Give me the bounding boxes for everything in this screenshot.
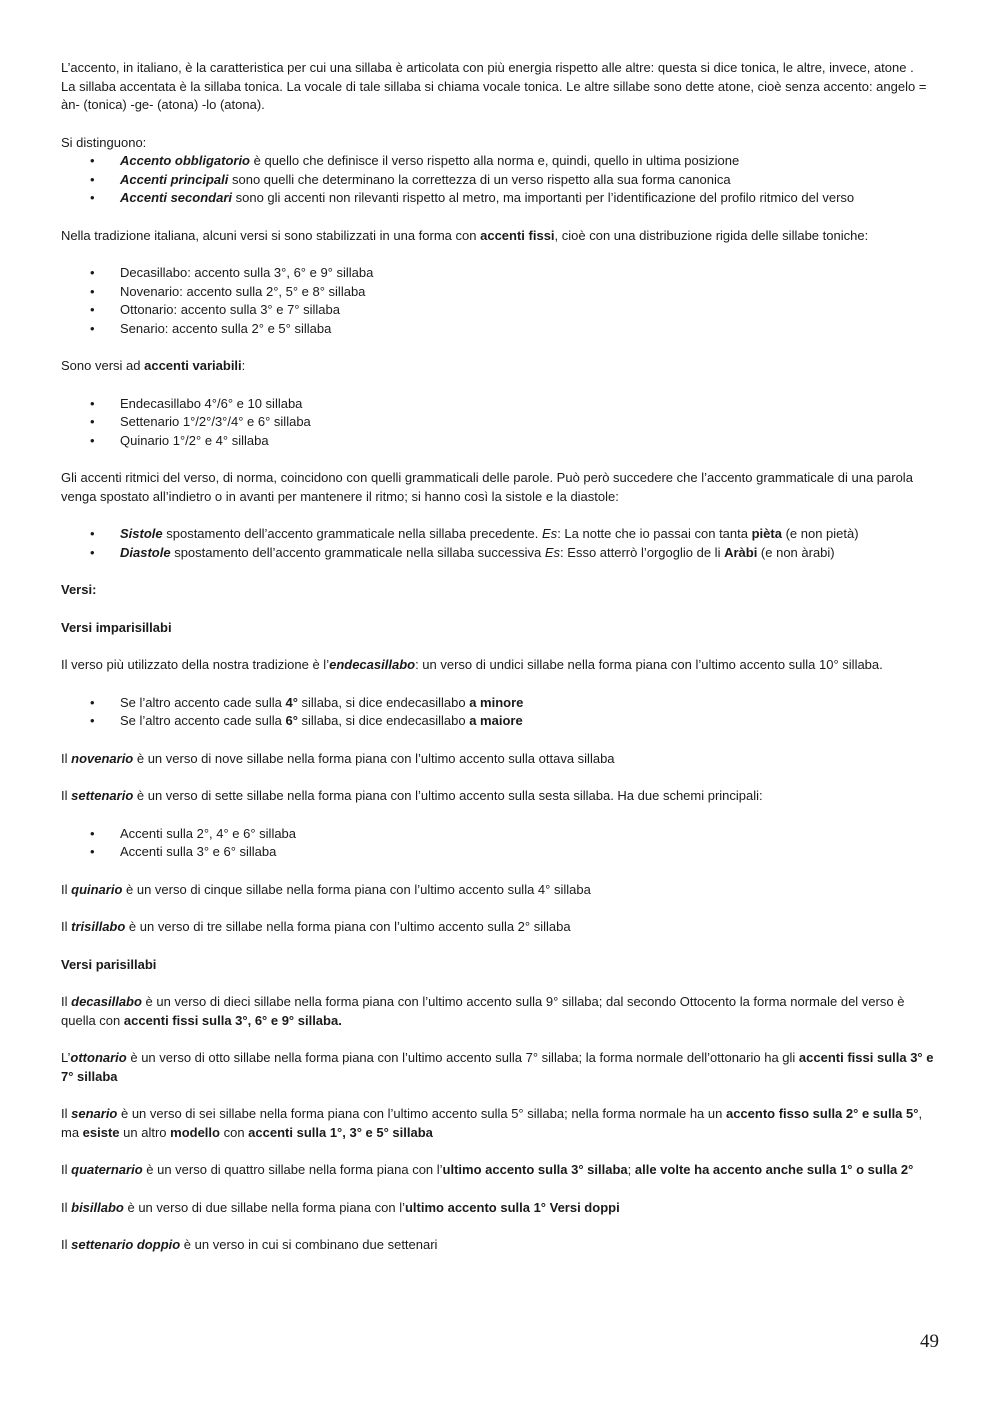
text: : La notte che io passai con tanta bbox=[557, 526, 752, 541]
list-item: • Ottonario: accento sulla 3° e 7° sillaba bbox=[61, 301, 940, 320]
paragraph bbox=[61, 881, 940, 900]
bold-text: ultimo accento sulla 3° sillaba bbox=[442, 1162, 628, 1177]
list-item: • Quinario 1°/2° e 4° sillaba bbox=[61, 432, 940, 451]
list-item: • Accenti sulla 3° e 6° sillaba bbox=[61, 843, 940, 862]
text: sillaba, si dice endecasillabo bbox=[297, 694, 470, 710]
bullet-list bbox=[61, 264, 940, 338]
bold-text: 6° bbox=[285, 713, 298, 728]
bold-text: Aràbi bbox=[724, 544, 758, 560]
text: Il bbox=[61, 994, 72, 1009]
text: L’accento, in italiano, è la caratteristica per cui una sillaba è articolata con più energia rispetto alle altre: questa si dice tonica, le altre, invece, atone . bbox=[61, 60, 914, 75]
paragraph bbox=[61, 993, 940, 1030]
text: Si distinguono: bbox=[61, 134, 147, 150]
text: è un verso di otto sillabe nella forma piana con l’ultimo accento sulla 7° sillaba; la forma normale dell’ottonario ha gli bbox=[126, 1050, 799, 1065]
text: (e non pietà) bbox=[781, 526, 859, 541]
heading-text: Versi imparisillabi bbox=[61, 619, 172, 635]
bullet-list bbox=[61, 694, 940, 731]
paragraph bbox=[61, 1236, 940, 1255]
list-item: • Accenti sulla 2°, 4° e 6° sillaba bbox=[61, 825, 940, 844]
text: con bbox=[219, 1124, 249, 1140]
paragraph bbox=[61, 1049, 940, 1086]
text: è un verso di cinque sillabe nella forma piana con l’ultimo accento sulla 4° sillaba bbox=[122, 881, 591, 897]
text: , ma bbox=[61, 1106, 923, 1140]
term: endecasillabo bbox=[329, 657, 416, 672]
bold-text: modello bbox=[170, 1124, 220, 1140]
text: Nella tradizione italiana, alcuni versi si sono stabilizzati in una forma con bbox=[61, 227, 481, 243]
italic-text: Es bbox=[544, 544, 561, 560]
term: Accento obbligatorio bbox=[120, 153, 250, 168]
text: un altro bbox=[119, 1124, 171, 1140]
term: trisillabo bbox=[71, 919, 126, 934]
paragraph bbox=[61, 59, 940, 78]
text: sono gli accenti non rilevanti rispetto al metro, ma importanti per l’identificazione del profilo ritmico del verso bbox=[235, 190, 855, 205]
text: Il bbox=[61, 750, 72, 766]
bold-text: accenti fissi sulla 3° e 7° sillaba bbox=[61, 1050, 934, 1084]
text: è un verso di sette sillabe nella forma piana con l’ultimo accento sulla sesta sillaba. Ha due schemi principali: bbox=[133, 788, 763, 803]
text: Il bbox=[61, 1106, 72, 1121]
text: ; bbox=[627, 1162, 635, 1177]
term: novenario bbox=[71, 750, 134, 766]
term: bisillabo bbox=[71, 1199, 124, 1215]
bold-text: accenti fissi sulla 3°, 6° e 9° sillaba. bbox=[123, 1012, 342, 1028]
text: Sono versi ad bbox=[61, 358, 145, 373]
term: Diastole bbox=[120, 544, 171, 560]
paragraph bbox=[61, 469, 940, 506]
bold-text: pièta bbox=[751, 526, 782, 541]
term: Accenti secondari bbox=[120, 190, 232, 205]
list-item bbox=[61, 544, 940, 563]
bullet-list bbox=[61, 525, 940, 562]
term: decasillabo bbox=[71, 994, 142, 1009]
text: : un verso di undici sillabe nella forma piana con l’ultimo accento sulla 10° sillaba. bbox=[415, 657, 883, 672]
bold-text: a minore bbox=[469, 694, 524, 710]
text: è un verso di quattro sillabe nella forma piana con l’ bbox=[142, 1162, 443, 1177]
bold-text: accento fisso sulla 2° e sulla 5° bbox=[725, 1106, 919, 1121]
text: è un verso di nove sillabe nella forma piana con l’ultimo accento sulla ottava sillaba bbox=[133, 750, 615, 766]
text: spostamento dell’accento grammaticale nella sillaba successiva bbox=[170, 544, 545, 560]
text: Il verso più utilizzato della nostra tradizione è l’ bbox=[61, 657, 330, 672]
term: Sistole bbox=[120, 526, 163, 541]
bold-text: alle volte ha accento anche sulla 1° o sulla 2° bbox=[634, 1162, 914, 1177]
text: , cioè con una distribuzione rigida delle sillabe toniche: bbox=[554, 227, 869, 243]
text: sono quelli che determinano la correttezza di un verso rispetto alla sua forma canonica bbox=[232, 171, 731, 187]
text: (e non àrabi) bbox=[757, 544, 835, 560]
paragraph bbox=[61, 357, 940, 376]
text: : bbox=[241, 358, 246, 373]
text: è un verso di sei sillabe nella forma piana con l’ultimo accento sulla 5° sillaba; nella forma normale ha un bbox=[117, 1106, 726, 1121]
text: Se l’altro accento cade sulla bbox=[120, 713, 286, 728]
text: Il bbox=[61, 881, 72, 897]
bullet-list bbox=[61, 825, 940, 862]
term: Accenti principali bbox=[120, 171, 229, 187]
list-item bbox=[61, 189, 940, 208]
text: Il bbox=[61, 1162, 72, 1177]
paragraph bbox=[61, 750, 940, 769]
list-item: • Settenario 1°/2°/3°/4° e 6° sillaba bbox=[61, 413, 940, 432]
paragraph bbox=[61, 1105, 940, 1142]
paragraph bbox=[61, 134, 940, 153]
bold-text: accenti fissi bbox=[480, 227, 555, 243]
term: quinario bbox=[71, 881, 123, 897]
text: è un verso di tre sillabe nella forma piana con l’ultimo accento sulla 2° sillaba bbox=[125, 919, 571, 934]
list-item bbox=[61, 525, 940, 544]
section-heading bbox=[61, 619, 940, 638]
bullet-list bbox=[61, 152, 940, 208]
list-item: • Novenario: accento sulla 2°, 5° e 8° sillaba bbox=[61, 283, 940, 302]
bullet-list bbox=[61, 395, 940, 451]
paragraph bbox=[61, 656, 940, 675]
paragraph bbox=[61, 1161, 940, 1180]
text: è un verso in cui si combinano due settenari bbox=[180, 1237, 438, 1252]
list-item: • Endecasillabo 4°/6° e 10 sillaba bbox=[61, 395, 940, 414]
text: spostamento dell’accento grammaticale nella sillaba precedente. bbox=[162, 526, 543, 541]
list-item: • Decasillabo: accento sulla 3°, 6° e 9° sillaba bbox=[61, 264, 940, 283]
bold-text: ultimo accento sulla 1° Versi doppi bbox=[404, 1199, 620, 1215]
paragraph bbox=[61, 918, 940, 937]
bold-text: 4° bbox=[285, 694, 298, 710]
text: è un verso di dieci sillabe nella forma piana con l’ultimo accento sulla 9° sillaba; dal secondo Ottocento la forma normale del verso è quella con bbox=[61, 994, 905, 1028]
text: sillaba, si dice endecasillabo bbox=[297, 713, 470, 728]
section-heading bbox=[61, 581, 940, 600]
text: Il bbox=[61, 1237, 72, 1252]
text: Il bbox=[61, 919, 72, 934]
italic-text: Es bbox=[542, 526, 558, 541]
list-item: • Senario: accento sulla 2° e 5° sillaba bbox=[61, 320, 940, 339]
term: ottonario bbox=[70, 1050, 127, 1065]
bold-text: accenti sulla 1°, 3° e 5° sillaba bbox=[248, 1124, 433, 1140]
heading-text: Versi parisillabi bbox=[61, 956, 157, 972]
list-item bbox=[61, 152, 940, 171]
term: quaternario bbox=[71, 1162, 143, 1177]
paragraph bbox=[61, 787, 940, 806]
paragraph bbox=[61, 1199, 940, 1218]
bold-text: accenti variabili bbox=[144, 358, 242, 373]
paragraph bbox=[61, 78, 940, 115]
text: Se l’altro accento cade sulla bbox=[120, 694, 286, 710]
text: La sillaba accentata è la sillaba tonica. La vocale di tale sillaba si chiama vocale tonica. Le altre sillabe sono dette atone, cioè senza accento: angelo = àn- (tonica) -ge- (atona) -lo (atona). bbox=[61, 78, 927, 112]
term: senario bbox=[71, 1106, 118, 1121]
page-number: 49 bbox=[920, 1331, 939, 1352]
text: L’ bbox=[61, 1050, 71, 1065]
heading-text: Versi: bbox=[61, 582, 97, 597]
text: è un verso di due sillabe nella forma piana con l’ bbox=[123, 1199, 405, 1215]
bold-text: esiste bbox=[82, 1124, 120, 1140]
text: Il bbox=[61, 788, 72, 803]
bold-text: a maiore bbox=[469, 713, 523, 728]
text: : Esso atterrò l’orgoglio de li bbox=[560, 544, 725, 560]
term: settenario bbox=[71, 788, 134, 803]
list-item bbox=[61, 694, 940, 713]
list-item bbox=[61, 712, 940, 731]
text: Gli accenti ritmici del verso, di norma, coincidono con quelli grammaticali delle parole. Può però succedere che l’accento grammaticale di una parola venga spostato all’indietro o in avanti per mantenere il ritmo; si hanno così la sistole e la diastole: bbox=[61, 470, 913, 504]
text: è quello che definisce il verso rispetto alla norma e, quindi, quello in ultima posizione bbox=[253, 153, 740, 168]
paragraph bbox=[61, 227, 940, 246]
term: settenario doppio bbox=[71, 1237, 181, 1252]
section-heading bbox=[61, 956, 940, 975]
list-item bbox=[61, 171, 940, 190]
text: Il bbox=[61, 1199, 72, 1215]
